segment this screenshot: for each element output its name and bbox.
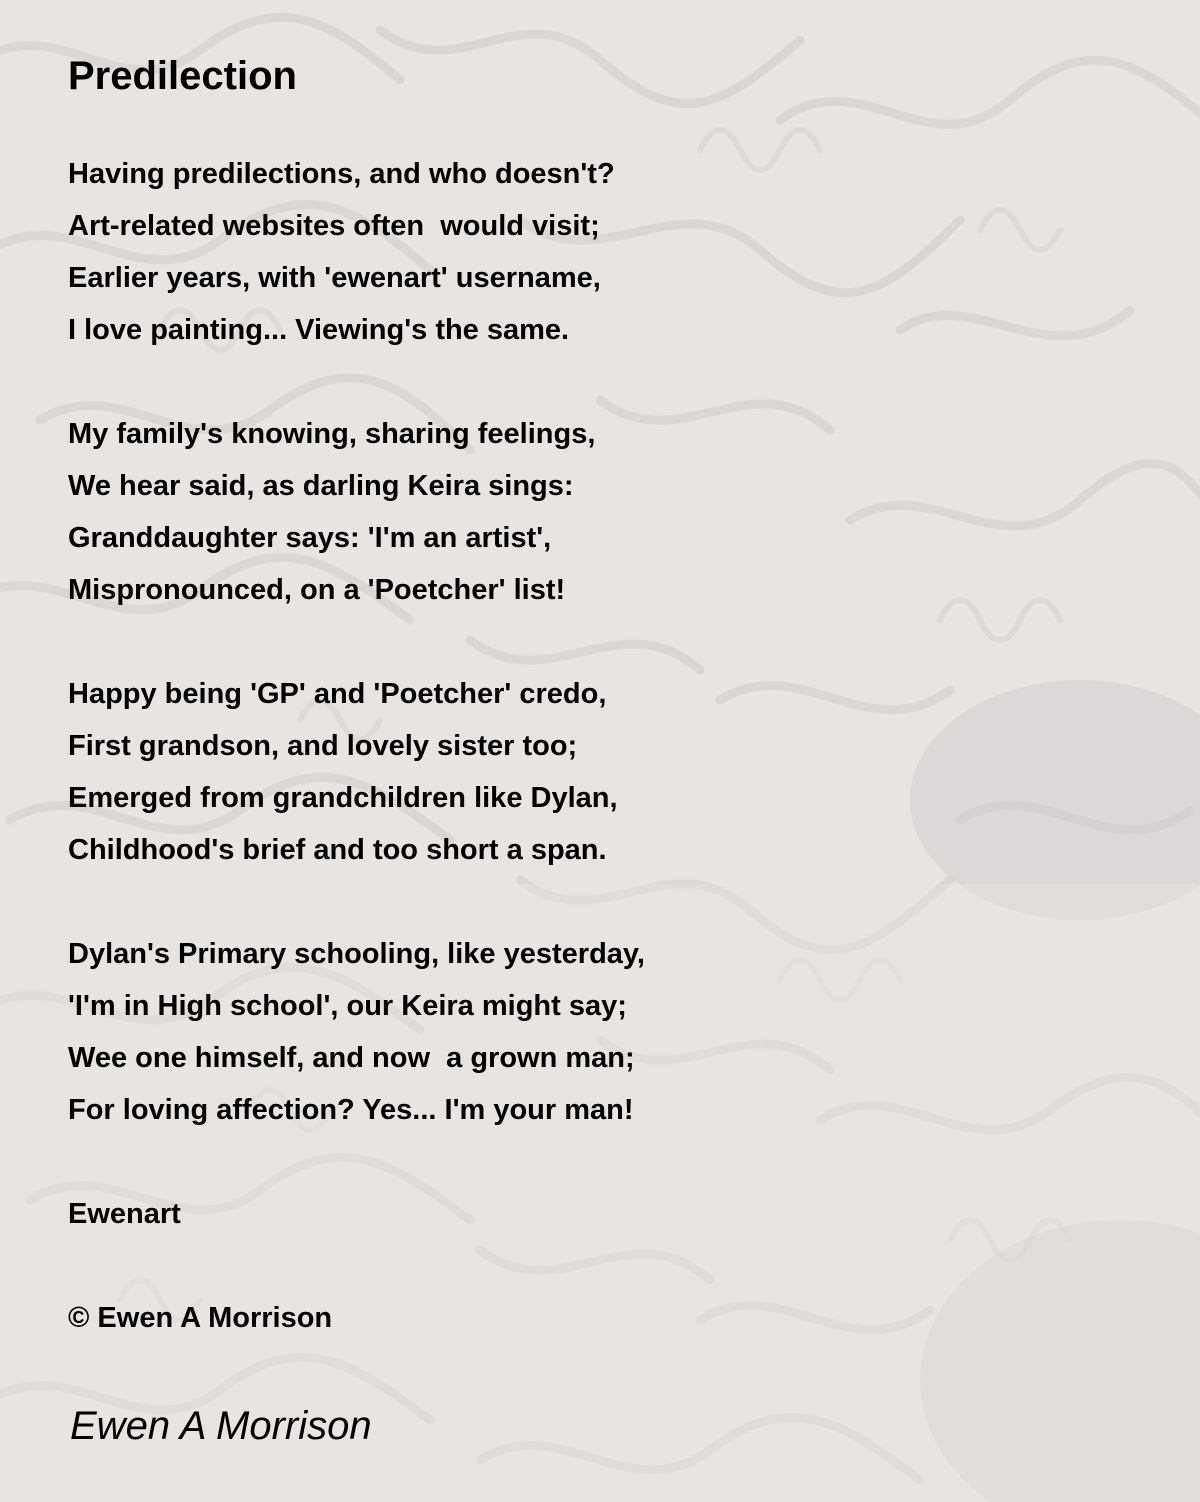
poem-line: I love painting... Viewing's the same.	[68, 314, 570, 346]
poem-line: Art-related websites often would visit;	[68, 210, 600, 242]
poem-body	[68, 148, 645, 1344]
poem-line: Childhood's brief and too short a span.	[68, 834, 607, 866]
author-name: Ewen A Morrison	[70, 1404, 372, 1448]
poem-title: Predilection	[68, 54, 297, 98]
poem-line: We hear said, as darling Keira sings:	[68, 470, 574, 502]
poem-line: Earlier years, with 'ewenart' username,	[68, 262, 601, 294]
stanza-4	[68, 928, 645, 1136]
poem-line: First grandson, and lovely sister too;	[68, 730, 578, 762]
poem-line: Dylan's Primary schooling, like yesterday,	[68, 938, 645, 970]
poem-line: Having predilections, and who doesn't?	[68, 158, 615, 190]
poem-line: Emerged from grandchildren like Dylan,	[68, 782, 618, 814]
poem-line: For loving affection? Yes... I'm your man!	[68, 1094, 634, 1126]
poem-line: 'I'm in High school', our Keira might say;	[68, 990, 627, 1022]
poem-line: Happy being 'GP' and 'Poetcher' credo,	[68, 678, 607, 710]
poem-line: Wee one himself, and now a grown man;	[68, 1042, 635, 1074]
poem-line: Granddaughter says: 'I'm an artist',	[68, 522, 552, 554]
stanza-1	[68, 148, 645, 356]
poem-line: My family's knowing, sharing feelings,	[68, 418, 596, 450]
poem-line: Mispronounced, on a 'Poetcher' list!	[68, 574, 566, 606]
stanza-2	[68, 408, 645, 616]
poem-signoff: Ewenart	[68, 1198, 181, 1230]
stanza-3	[68, 668, 645, 876]
copyright-notice: © Ewen A Morrison	[68, 1302, 333, 1334]
